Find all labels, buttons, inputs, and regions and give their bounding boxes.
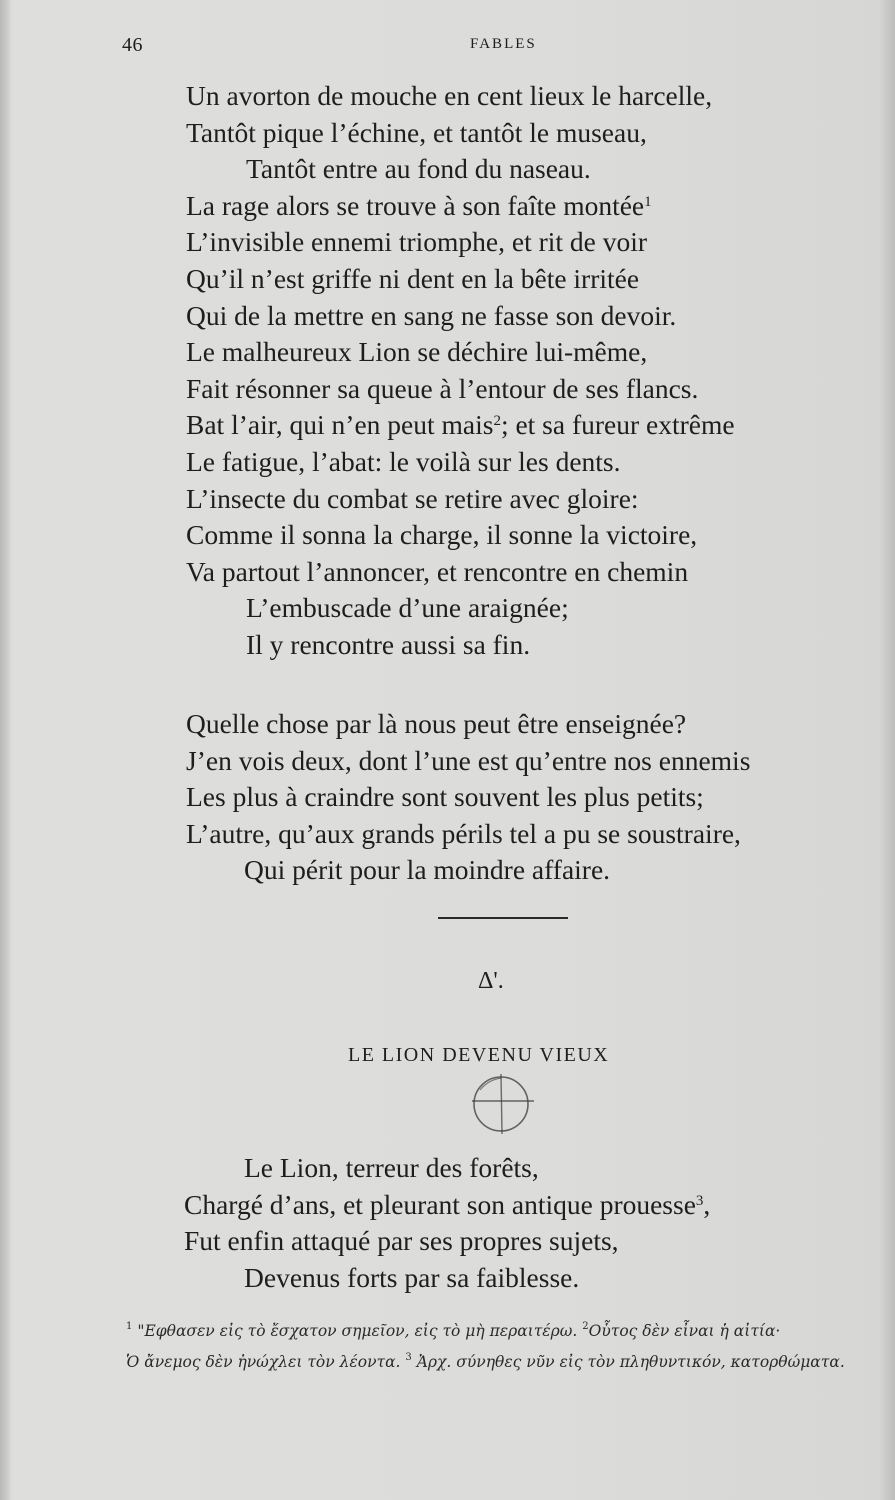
stanza-3 (0, 1150, 895, 1296)
verse-line: Le fatigue, l’abat: le voilà sur les dents. (186, 445, 621, 477)
verse-line: L’invisible ennemi triomphe, et rit de voir (186, 226, 648, 258)
verse-line: Qui de la mettre en sang ne fasse son devoir. (186, 299, 677, 331)
verse-line: L’insecte du combat se retire avec gloire: (186, 482, 639, 514)
verse-text: Bat l’air, qui n’en peut mais (186, 409, 494, 441)
stanza-1 (0, 78, 895, 664)
library-stamp-icon (468, 1068, 536, 1138)
verse-line: J’en vois deux, dont l’une est qu’entre nos ennemis (186, 744, 751, 776)
verse-line (0, 188, 895, 225)
fable-title: LE LION DEVENU VIEUX (348, 1044, 610, 1066)
footnote-ref-2: 2 (493, 413, 501, 430)
verse-line: Les plus à craindre sont souvent les plus petits; (186, 781, 704, 813)
section-divider (438, 917, 568, 919)
verse-line: Quelle chose par là nous peut être enseignée? (186, 708, 687, 739)
footnote-marker-3: 3 (405, 1352, 412, 1363)
verse-line: L’autre, qu’aux grands périls tel a pu se soustraire, (186, 817, 741, 849)
verse-line: Qui périt pour la moindre affaire. (244, 854, 611, 886)
verse-text: La rage alors se trouve à son faîte montée (186, 189, 645, 221)
footnote-marker-1: 1 (126, 1321, 133, 1332)
verse-line: Fait résonner sa queue à l’entour de ses flancs. (186, 372, 699, 404)
footnote-line (126, 1316, 886, 1347)
verse-line: Le malheureux Lion se déchire lui-même, (186, 336, 648, 368)
verse-line: Tantôt entre au fond du naseau. (246, 153, 591, 185)
verse-text: ; et sa fureur extrême (500, 409, 735, 441)
footnote-ref-1: 1 (644, 193, 652, 210)
footnote-3: Ἀρχ. σύνηθες νῦν εἰς τὸν πληθυντικόν, κατορθώματα. (416, 1353, 845, 1371)
verse-text: , (703, 1188, 711, 1220)
stanza-2-moral (0, 706, 895, 889)
verse-line: Le Lion, terreur des forêts, (244, 1152, 539, 1183)
footnote-marker-2: 2 (582, 1321, 589, 1332)
verse-line: Qu’il n’est griffe ni dent en la bête irritée (186, 262, 640, 294)
verse-line: Tantôt pique l’échine, et tantôt le museau, (186, 116, 647, 148)
verse-line: Fut enfin attaqué par ses propres sujets, (184, 1225, 619, 1257)
section-number: Δ'. (478, 968, 504, 994)
verse-line: Va partout l’annoncer, et rencontre en chemin (186, 555, 689, 587)
running-title: FABLES (470, 36, 537, 52)
verse-line: Un avorton de mouche en cent lieux le harcelle, (186, 80, 713, 111)
verse-line: L’embuscade d’une araignée; (246, 592, 569, 624)
verse-line (0, 1187, 895, 1224)
footnotes (126, 1316, 886, 1378)
verse-line: Devenus forts par sa faiblesse. (244, 1261, 580, 1293)
footnote-2-start: Οὗτος δὲν εἶναι ἡ αἰτία· (588, 1322, 781, 1340)
footnote-line (126, 1347, 886, 1378)
footnote-2-end: Ὁ ἄνεμος δὲν ἠνώχλει τὸν λέοντα. (126, 1353, 401, 1371)
footnote-ref-3: 3 (695, 1192, 704, 1209)
page-header (0, 34, 895, 58)
verse-line: Comme il sonna la charge, il sonne la victoire, (186, 519, 698, 551)
verse-text: Chargé d’ans, et pleurant son antique prouesse (184, 1188, 696, 1220)
verse-line: Il y rencontre aussi sa fin. (246, 628, 531, 660)
page-number: 46 (122, 34, 143, 56)
verse-line (0, 407, 895, 444)
footnote-1: "Εφθασεν εἰς τὸ ἔσχατον σημεῖον, εἰς τὸ μὴ περαιτέρω. (137, 1322, 578, 1340)
